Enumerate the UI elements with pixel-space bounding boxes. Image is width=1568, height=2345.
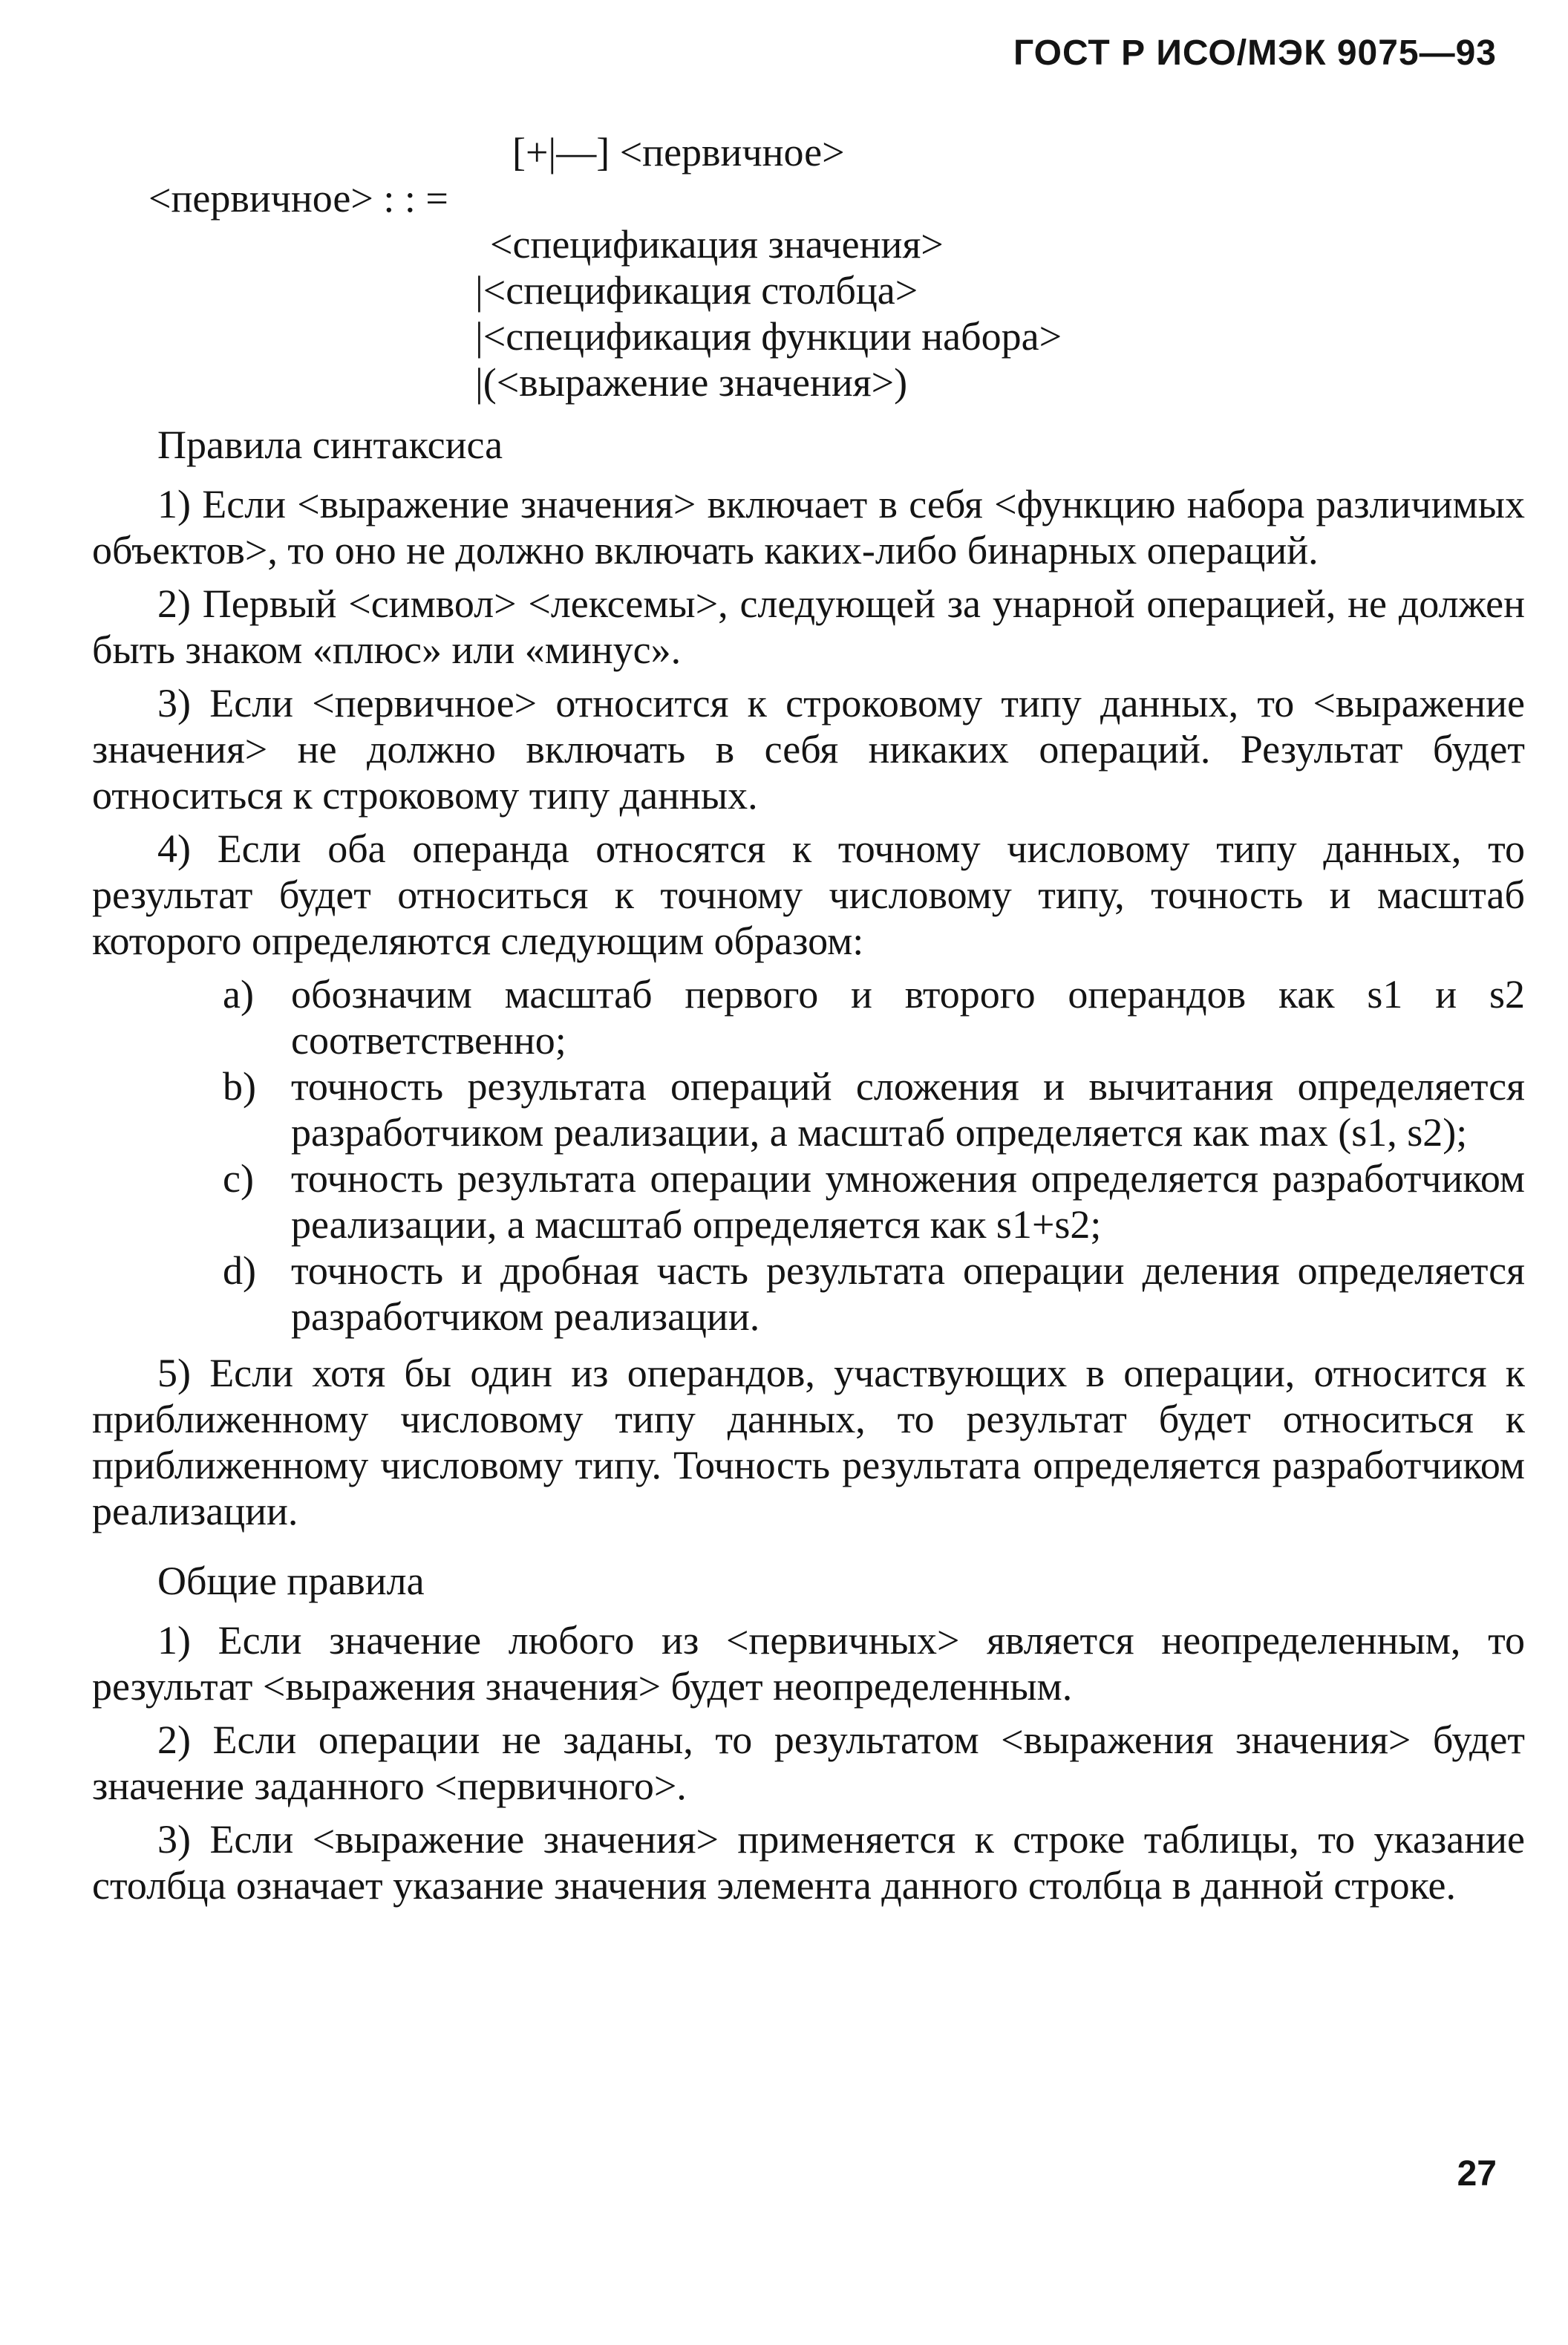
syntax-rule-5: 5) Если хотя бы один из операндов, участвующих в операции, относится к приближенному числовому типу данных, то результат будет относиться к приближенному числовому типу. Точность результата определяется разработчиком реализации.	[92, 1351, 1525, 1533]
grammar-line: |(<выражение значения>)	[475, 360, 908, 405]
list-item	[92, 1063, 1525, 1155]
general-rule-3: 3) Если <выражение значения> применяется к строке таблицы, то указание столбца означает указание значения элемента данного столбца в данной строке.	[92, 1817, 1525, 1908]
list-item-marker: b)	[223, 1064, 256, 1109]
general-rule-2: 2) Если операции не заданы, то результатом <выражения значения> будет значение заданного <первичного>.	[92, 1718, 1525, 1808]
list-item-marker: c)	[223, 1156, 254, 1201]
list-item-text: точность результата операции умножения определяется разработчиком реализации, а масштаб определяется как s1+s2;	[291, 1156, 1525, 1247]
document-header: ГОСТ Р ИСО/МЭК 9075—93	[1013, 33, 1497, 73]
syntax-rule-1: 1) Если <выражение значения> включает в себя <функцию набора различимых объектов>, то оно не должно включать каких-либо бинарных операций.	[92, 482, 1525, 573]
list-item	[92, 1155, 1525, 1247]
section-title-general-rules: Общие правила	[157, 1559, 425, 1603]
syntax-rule-4: 4) Если оба операнда относятся к точному числовому типу данных, то результат будет относиться к точному числовому типу, точность и масштаб которого определяются следующим образом:	[92, 826, 1525, 963]
general-rule-1: 1) Если значение любого из <первичных> является неопределенным, то результат <выражения значения> будет неопределенным.	[92, 1618, 1525, 1709]
list-item-marker: a)	[223, 972, 254, 1017]
syntax-rule-4-list	[92, 971, 1525, 1340]
syntax-rule-2: 2) Первый <символ> <лексемы>, следующей за унарной операцией, не должен быть знаком «плюс» или «минус».	[92, 581, 1525, 672]
list-item	[92, 1247, 1525, 1340]
list-item	[92, 971, 1525, 1063]
syntax-rule-3: 3) Если <первичное> относится к строковому типу данных, то <выражение значения> не должно включать в себя никаких операций. Результат будет относиться к строковому типу данных.	[92, 681, 1525, 818]
grammar-line: [+|—] <первичное>	[512, 130, 845, 175]
section-spacer	[92, 1542, 1525, 1558]
grammar-line: <спецификация значения>	[490, 222, 944, 267]
grammar-line: |<спецификация столбца>	[475, 268, 918, 313]
list-item-text: обозначим масштаб первого и второго операндов как s1 и s2 соответственно;	[291, 972, 1525, 1063]
list-item-marker: d)	[223, 1248, 256, 1293]
document-body	[92, 422, 1525, 1916]
list-item-text: точность результата операций сложения и вычитания определяется разработчиком реализации, а масштаб определяется как max (s1, s2);	[291, 1064, 1525, 1155]
page-number: 27	[1457, 2154, 1497, 2194]
grammar-line: <первичное> : : =	[148, 176, 448, 221]
section-title-syntax-rules: Правила синтаксиса	[157, 423, 503, 467]
list-item-text: точность и дробная часть результата операции деления определяется разработчиком реализации.	[291, 1248, 1525, 1339]
grammar-line: |<спецификация функции набора>	[475, 314, 1062, 359]
